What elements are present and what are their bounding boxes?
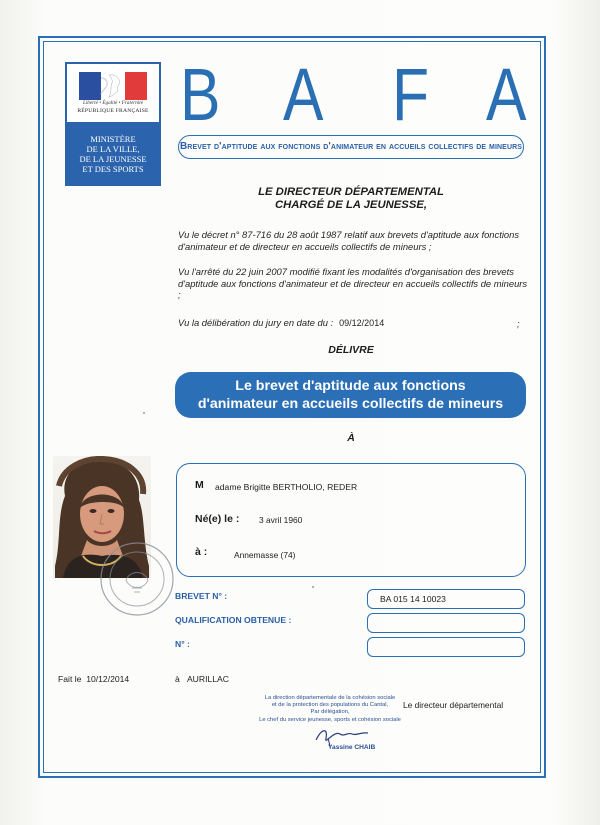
ministry-name: MINISTÈRE DE LA VILLE, DE LA JEUNESSE ET DES SPORTS: [79, 134, 147, 174]
marianne-flag-icon: [79, 72, 147, 100]
diploma-title-line: Le brevet d'aptitude aux fonctions: [235, 378, 466, 394]
number-field: [367, 637, 525, 657]
issue-place-value: AURILLAC: [186, 674, 229, 684]
issue-date-value: 10/12/2014: [86, 674, 130, 684]
acronym-letter: A: [486, 53, 527, 136]
recipient-heading: À: [347, 432, 355, 444]
brevet-number-label: BREVET N° :: [175, 591, 228, 601]
birth-date-label: Né(e) le :: [195, 513, 240, 525]
jury-text: Vu la délibération du jury en date du :: [178, 317, 334, 328]
issue-place-label: à: [175, 674, 180, 684]
qualification-label: QUALIFICATION OBTENUE :: [175, 615, 292, 625]
diploma-title-line: d'animateur en accueils collectifs de mineurs: [197, 396, 504, 412]
acronym-letter: F: [392, 53, 430, 136]
issue-date-label: Fait le: [58, 674, 82, 684]
delivers-heading: DÉLIVRE: [328, 344, 374, 356]
issue-place: [175, 674, 229, 684]
signatory-name: Yassine CHAIB: [328, 744, 376, 751]
republic-name: RÉPUBLIQUE FRANÇAISE: [77, 108, 149, 114]
diploma-title-band: [175, 372, 526, 418]
birth-place-label: à :: [195, 546, 208, 558]
paper-speck: [312, 586, 314, 588]
paper-speck: [143, 412, 145, 414]
order-paragraph: Vu l'arrêté du 22 juin 2007 modifié fixant les modalités d'organisation des brevets d'aptitude aux fonctions d'animateur et de directeur en accueils collectifs de mineurs ;: [178, 266, 528, 300]
acronym-letter: A: [283, 53, 324, 136]
holder-title-initial: M: [195, 479, 204, 491]
republic-motto: Liberté • Égalité • Fraternité: [82, 100, 144, 106]
jury-line: [178, 317, 530, 330]
birth-date-value: 3 avril 1960: [259, 515, 303, 525]
issue-date: [58, 674, 129, 684]
holder-name: adame Brigitte BERTHOLIO, REDER: [215, 482, 358, 492]
acronym-full-text: Brevet d'aptitude aux fonctions d'animateur en accueils collectifs de mineurs: [179, 141, 523, 152]
qualification-field: [367, 613, 525, 633]
birth-place-value: Annemasse (74): [234, 550, 296, 560]
director-title: LE DIRECTEUR DÉPARTEMENTAL CHARGÉ DE LA JEUNESSE,: [258, 186, 444, 211]
jury-date: 09/12/2014: [339, 318, 385, 328]
delegation-stamp: La direction départementale de la cohésion sociale et de la protection des populations du Cantal, Par délégation, Le chef du service jeunesse, sports et cohésion sociale: [259, 695, 401, 723]
acronym-full-band: [178, 135, 524, 159]
acronym-letter: B: [180, 53, 221, 136]
decree-paragraph: Vu le décret n° 87-716 du 28 août 1987 relatif aux brevets d'aptitude aux fonctions d'animateur et de directeur en accueils collectifs de mineurs ;: [178, 229, 520, 252]
official-stamp: [98, 540, 176, 618]
signatory-title: Le directeur départemental: [403, 700, 504, 710]
brevet-number-field: BA 015 14 10023: [367, 589, 525, 609]
number-label: N° :: [175, 639, 190, 649]
jury-line-end: ;: [517, 318, 520, 329]
